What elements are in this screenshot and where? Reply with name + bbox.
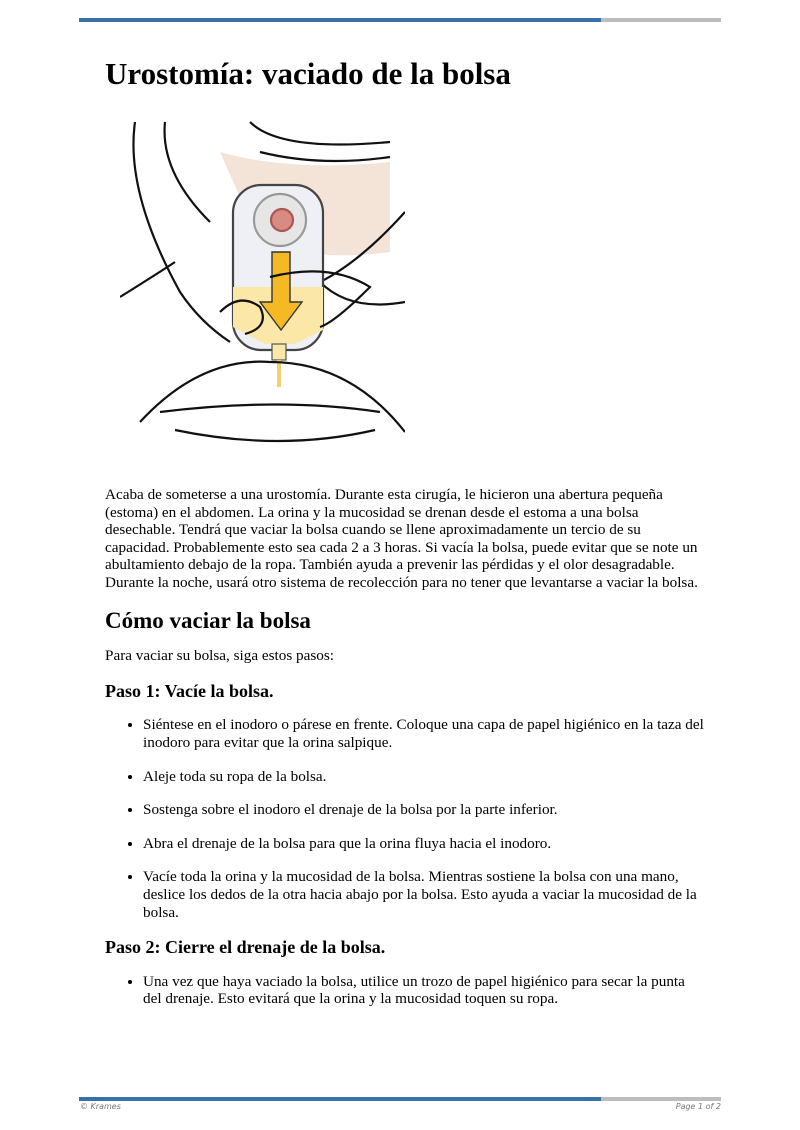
section-intro: Para vaciar su bolsa, siga estos pasos: (105, 647, 335, 665)
list-item: • Aleje toda su ropa de la bolsa. (143, 768, 705, 786)
article-body (105, 486, 705, 1024)
list-item: • Abra el drenaje de la bolsa para que la orina fluya hacia el inodoro. (143, 835, 705, 853)
step-2-list (105, 973, 705, 1008)
list-item: • Sostenga sobre el inodoro el drenaje de la bolsa por la parte inferior. (143, 801, 705, 819)
list-item: • Una vez que haya vaciado la bolsa, utilice un trozo de papel higiénico para secar la punta del drenaje. Esto evitará que la orina y la mucosidad toquen su ropa. (143, 973, 705, 1008)
urostomy-illustration (120, 112, 405, 462)
step-1-list (105, 716, 705, 921)
page-number: Page 1 of 2 (675, 1102, 721, 1111)
footer-bar (79, 1097, 721, 1101)
section-heading: Cómo vaciar la bolsa (105, 607, 311, 633)
page-title: Urostomía: vaciado de la bolsa (105, 56, 511, 91)
step-1-heading: Paso 1: Vacíe la bolsa. (105, 680, 274, 701)
step-2-heading: Paso 2: Cierre el drenaje de la bolsa. (105, 937, 386, 958)
list-item: • Vacíe toda la orina y la mucosidad de la bolsa. Mientras sostiene la bolsa con una mano, deslice los dedos de la otra hacia abajo por la bolsa. Esto ayuda a vaciar la mucosidad de la bolsa. (143, 868, 705, 921)
copyright: © Krames (80, 1102, 121, 1111)
header-bar (79, 18, 721, 22)
list-item: • Siéntese en el inodoro o párese en frente. Coloque una capa de papel higiénico en la taza del inodoro para evitar que la orina salpique. (143, 716, 705, 751)
intro-paragraph: Acaba de someterse a una urostomía. Durante esta cirugía, le hicieron una abertura pequeña (estoma) en el abdomen. La orina y la mucosidad se drenan desde el estoma a una bolsa desechable. Tendrá que vaciar la bolsa cuando se llene aproximadamente un tercio de su capacidad. Probablemente esto sea cada 2 a 3 horas. Si vacía la bolsa, puede evitar que se note un abultamiento debajo de la ropa. También ayuda a prevenir las pérdidas y el olor desagradable. Durante la noche, usará otro sistema de recolección para no tener que levantarse a vaciar la bolsa. (105, 486, 698, 591)
